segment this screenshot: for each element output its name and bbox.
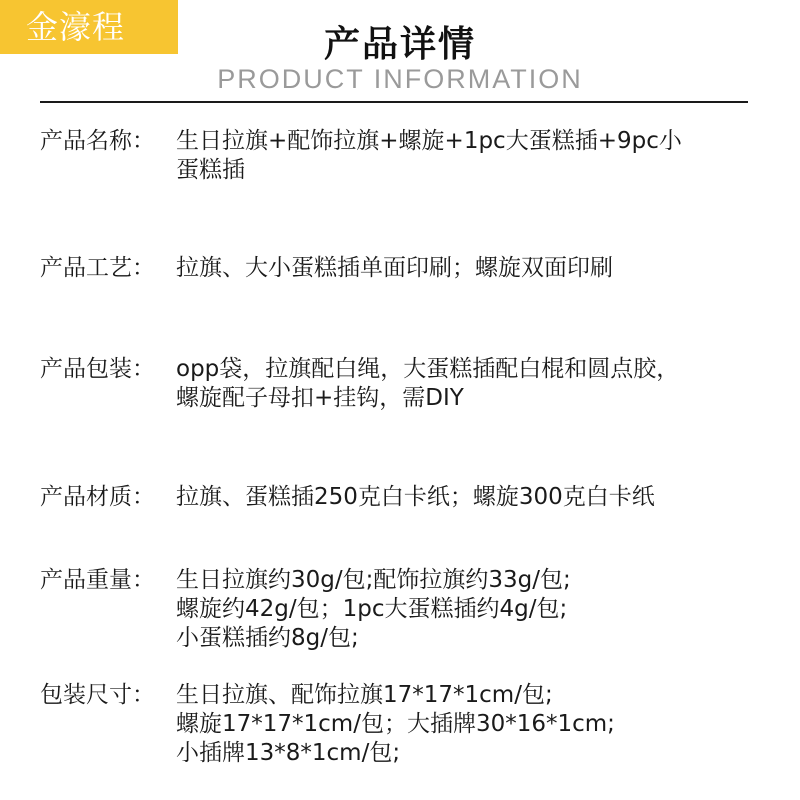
spec-value-line: 螺旋17*17*1cm/包；大插牌30*16*1cm; [176,711,615,737]
spec-value [176,127,780,185]
spec-value-line: 拉旗、蛋糕插250克白卡纸；螺旋300克白卡纸 [176,484,655,510]
spec-row-name [40,127,780,185]
spec-value-line: 小插牌13*8*1cm/包; [176,740,401,766]
brand-badge: 金濠程 [0,0,178,54]
spec-value-line: 螺旋约42g/包；1pc大蛋糕插约4g/包; [176,596,568,622]
spec-label: 产品包装： [40,356,155,382]
spec-label: 包装尺寸： [40,682,155,708]
spec-value-line: 蛋糕插 [176,157,245,183]
spec-row-packaging [40,355,780,413]
spec-row-craft [40,254,780,283]
spec-value [176,566,780,653]
spec-label: 产品重量： [40,567,155,593]
spec-value [176,681,780,768]
spec-row-material [40,483,780,512]
spec-label: 产品名称： [40,128,155,154]
spec-label: 产品工艺： [40,255,155,281]
spec-value-line: 小蛋糕插约8g/包; [176,625,359,651]
spec-value-line: 生日拉旗约30g/包;配饰拉旗约33g/包; [176,567,571,593]
spec-value-line: 螺旋配子母扣+挂钩，需DIY [176,385,464,411]
spec-row-dimensions [40,681,780,768]
spec-value [176,483,780,512]
spec-label: 产品材质： [40,484,155,510]
spec-row-weight [40,566,780,653]
page-subtitle: PRODUCT INFORMATION [217,64,583,94]
header-divider [40,101,748,103]
spec-value-line: 生日拉旗、配饰拉旗17*17*1cm/包; [176,682,553,708]
spec-value [176,355,780,413]
spec-value-line: 生日拉旗+配饰拉旗+螺旋+1pc大蛋糕插+9pc小 [176,128,682,154]
page-title: 产品详情 [323,24,476,65]
spec-value-line: 拉旗、大小蛋糕插单面印刷；螺旋双面印刷 [176,255,613,281]
spec-value-line: opp袋，拉旗配白绳，大蛋糕插配白棍和圆点胶， [176,356,680,382]
spec-value [176,254,780,283]
